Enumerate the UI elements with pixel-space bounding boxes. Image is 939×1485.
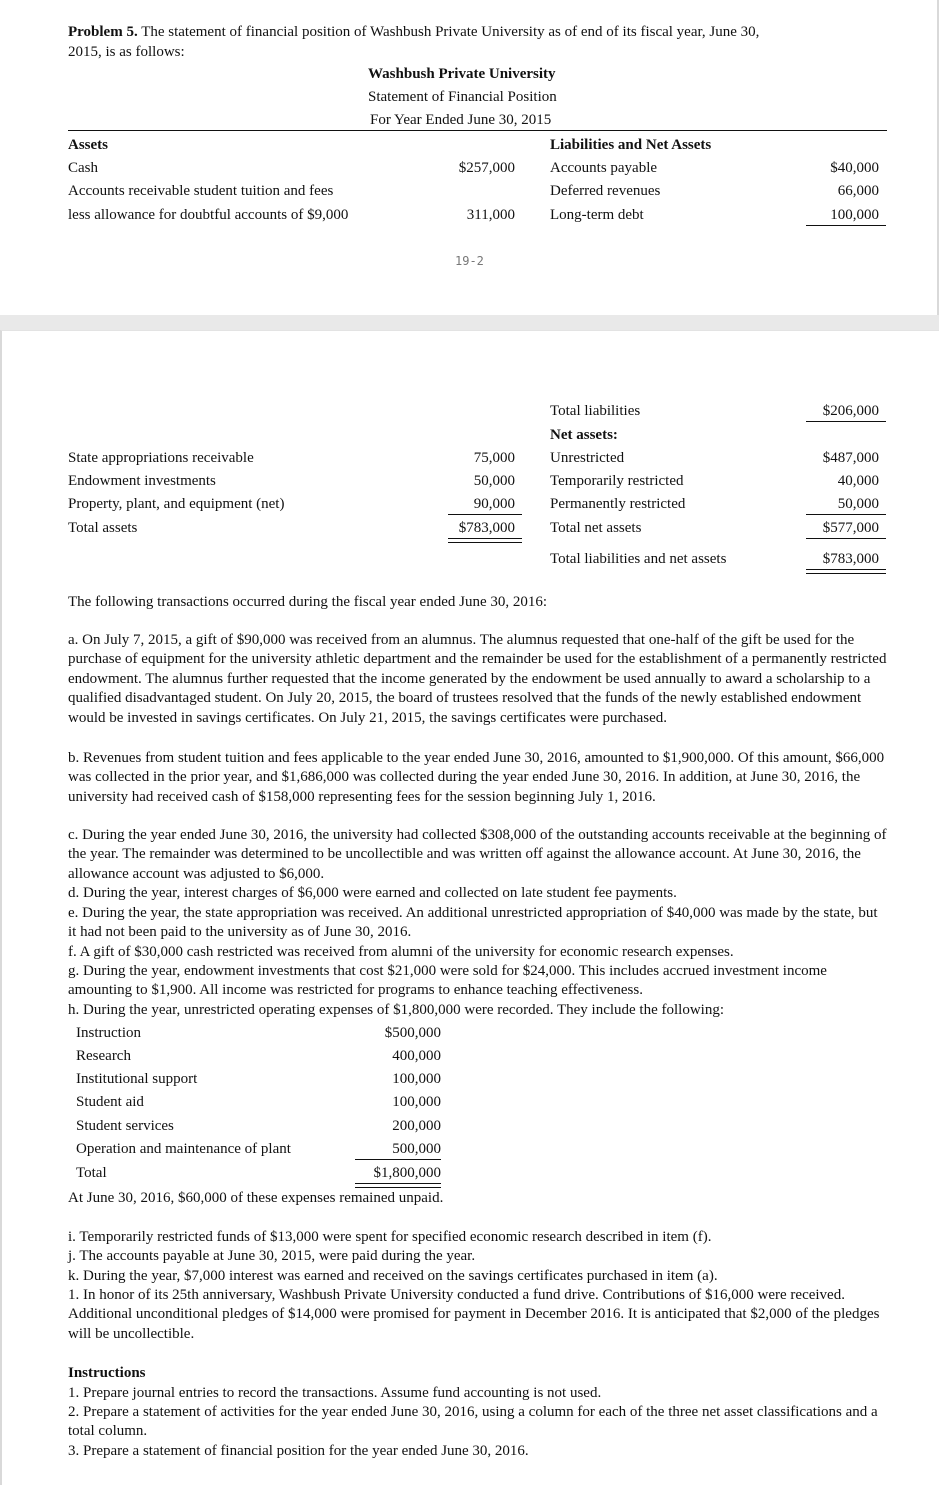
expense-value: $500,000: [384, 1025, 441, 1041]
expense-value: 100,000: [392, 1071, 441, 1087]
total-liabilities-label: Total liabilities: [550, 403, 641, 419]
assets-total-double-rule: [448, 538, 522, 543]
problem-label: Problem 5.: [68, 24, 138, 40]
asset-label-total: Total assets: [68, 520, 138, 536]
transaction-j: j. The accounts payable at June 30, 2015, were paid during the year.: [68, 1248, 476, 1264]
liab-label-ltd: Long-term debt: [550, 207, 644, 223]
assets-header: Assets: [68, 137, 108, 153]
expense-value: 500,000: [392, 1141, 441, 1157]
liab-value-deferred: 66,000: [837, 183, 879, 199]
transaction-e: e. During the year, the state appropriation was received. An additional unrestricted appropriation of $40,000 was made by the state, but it had not been paid to the university as of June 30, 2016.: [68, 905, 878, 941]
transactions-intro: The following transactions occurred during the fiscal year ended June 30, 2016:: [68, 594, 548, 610]
net-subtotal-rule: [806, 514, 886, 515]
asset-value-cash: $257,000: [458, 160, 515, 176]
asset-value-ppe: 90,000: [473, 496, 515, 512]
statement-entity: Washbush Private University: [368, 66, 556, 82]
total-liab-net-double-rule: [806, 569, 886, 574]
net-value-unrestricted: $487,000: [822, 450, 879, 466]
transaction-h: h. During the year, unrestricted operating expenses of $1,800,000 were recorded. They include the following:: [68, 1002, 725, 1018]
expense-total-double-rule: [355, 1183, 441, 1188]
transaction-l: [68, 1286, 888, 1344]
problem-intro-line1: [68, 23, 759, 41]
instruction-item: 1. Prepare journal entries to record the transactions. Assume fund accounting is not used.: [68, 1385, 602, 1401]
asset-value-endowment: 50,000: [473, 473, 515, 489]
asset-label-endowment: Endowment investments: [68, 473, 216, 489]
liab-value-ltd: 100,000: [830, 207, 879, 223]
total-liab-net-label: Total liabilities and net assets: [550, 551, 727, 567]
net-label-perm: Permanently restricted: [550, 496, 686, 512]
total-liabilities-value: $206,000: [822, 403, 879, 419]
asset-label-state: State appropriations receivable: [68, 450, 254, 466]
asset-label-cash: Cash: [68, 160, 98, 176]
page-top: [0, 0, 939, 315]
transaction-b: b. Revenues from student tuition and fees applicable to the year ended June 30, 2016, amounted to $1,900,000. Of this amount, $66,000 was collected in the prior year, and $1,686,000 was collected during the year ended June 30, 2016. In addition, at June 30, 2016, the university had received cash of $158,000 representing fees for the session beginning July 1, 2016.: [68, 750, 885, 805]
asset-value-receivable: 311,000: [466, 207, 515, 223]
transaction-i: i. Temporarily restricted funds of $13,000 were spent for specified economic research described in item (f).: [68, 1229, 712, 1245]
expense-subtotal-rule: [355, 1159, 441, 1160]
expense-value: 100,000: [392, 1094, 441, 1110]
net-value-perm: 50,000: [837, 496, 879, 512]
transaction-g: g. During the year, endowment investments that cost $21,000 were sold for $24,000. This includes accrued investment income amounting to $1,900. All income was restricted for programs to enhance teaching effectiveness.: [68, 963, 827, 999]
net-total-rule: [806, 538, 886, 539]
expense-label: Instruction: [76, 1025, 141, 1041]
expense-label: Student aid: [76, 1094, 144, 1110]
asset-value-total: $783,000: [458, 520, 515, 536]
expense-total-value: $1,800,000: [373, 1165, 441, 1181]
expense-label: Student services: [76, 1118, 174, 1134]
statement-title: Statement of Financial Position: [368, 89, 557, 105]
assets-subtotal-rule: [448, 514, 522, 515]
expense-label: Research: [76, 1048, 131, 1064]
header-rule: [68, 130, 887, 131]
intro-text-1: The statement of financial position of Washbush Private University as of end of its fiscal year, June 30,: [141, 24, 760, 40]
net-label-unrestricted: Unrestricted: [550, 450, 625, 466]
instruction-item: 2. Prepare a statement of activities for the year ended June 30, 2016, using a column for each of the three net asset classifications and a total column.: [68, 1404, 878, 1440]
net-label-temp: Temporarily restricted: [550, 473, 684, 489]
page-marker: 19-2: [455, 254, 484, 268]
expense-label: Institutional support: [76, 1071, 198, 1087]
problem-intro-line2: 2015, is as follows:: [68, 44, 185, 60]
expense-value: 200,000: [392, 1118, 441, 1134]
net-assets-header: Net assets:: [550, 427, 618, 443]
asset-label-receivable: Accounts receivable student tuition and fees: [68, 183, 334, 199]
transaction-a: a. On July 7, 2015, a gift of $90,000 was received from an alumnus. The alumnus requested that one-half of the gift be used for the purchase of equipment for the university athletic department and the remainder be used for the establishment of a permanently restricted endowment. The alumnus further requested that the income generated by the endowment be used annually to award a scholarship to a qualified disadvantaged student. On July 20, 2015, the board of trustees resolved that the funds of the newly established endowment would be invested in savings certificates. On July 21, 2015, the savings certificates were purchased.: [68, 632, 887, 726]
net-value-temp: 40,000: [837, 473, 879, 489]
net-label-total: Total net assets: [550, 520, 642, 536]
transaction-f: f. A gift of $30,000 cash restricted was received from alumni of the university for economic research expenses.: [68, 944, 734, 960]
liab-label-ap: Accounts payable: [550, 160, 658, 176]
liabilities-header: Liabilities and Net Assets: [550, 137, 712, 153]
asset-label-ppe: Property, plant, and equipment (net): [68, 496, 285, 512]
asset-label-allowance: less allowance for doubtful accounts of $9,000: [68, 207, 349, 223]
instruction-item: 3. Prepare a statement of financial position for the year ended June 30, 2016.: [68, 1443, 529, 1459]
page-gap: [0, 315, 939, 330]
expense-total-label: Total: [76, 1165, 107, 1181]
instructions-heading: Instructions: [68, 1365, 146, 1381]
total-liab-rule: [806, 421, 886, 422]
liab-label-deferred: Deferred revenues: [550, 183, 661, 199]
net-value-total: $577,000: [822, 520, 879, 536]
liab-subtotal-rule: [806, 225, 886, 226]
expense-value: 400,000: [392, 1048, 441, 1064]
transaction-l-text: 1. In honor of its 25th anniversary, Washbush Private University conducted a fund drive. Contributions of $16,000 were received. Additional unconditional pledges of $14,000 were promised for payment in December 2016. It is anticipated that $2,000 of the pledges will be uncollectible.: [68, 1287, 880, 1342]
liab-value-ap: $40,000: [830, 160, 879, 176]
statement-period: For Year Ended June 30, 2015: [370, 112, 552, 128]
transaction-c: c. During the year ended June 30, 2016, the university had collected $308,000 of the outstanding accounts receivable at the beginning of the year. The remainder was determined to be uncollectible and was written off against the allowance account. At June 30, 2016, the allowance account was adjusted to $6,000.: [68, 827, 887, 882]
transaction-k: k. During the year, $7,000 interest was earned and received on the savings certificates purchased in item (a).: [68, 1268, 718, 1284]
h-note: At June 30, 2016, $60,000 of these expenses remained unpaid.: [68, 1190, 444, 1206]
total-liab-net-value: $783,000: [822, 551, 879, 567]
transaction-d: d. During the year, interest charges of $6,000 were earned and collected on late student fee payments.: [68, 885, 677, 901]
expense-label: Operation and maintenance of plant: [76, 1141, 291, 1157]
asset-value-state: 75,000: [473, 450, 515, 466]
